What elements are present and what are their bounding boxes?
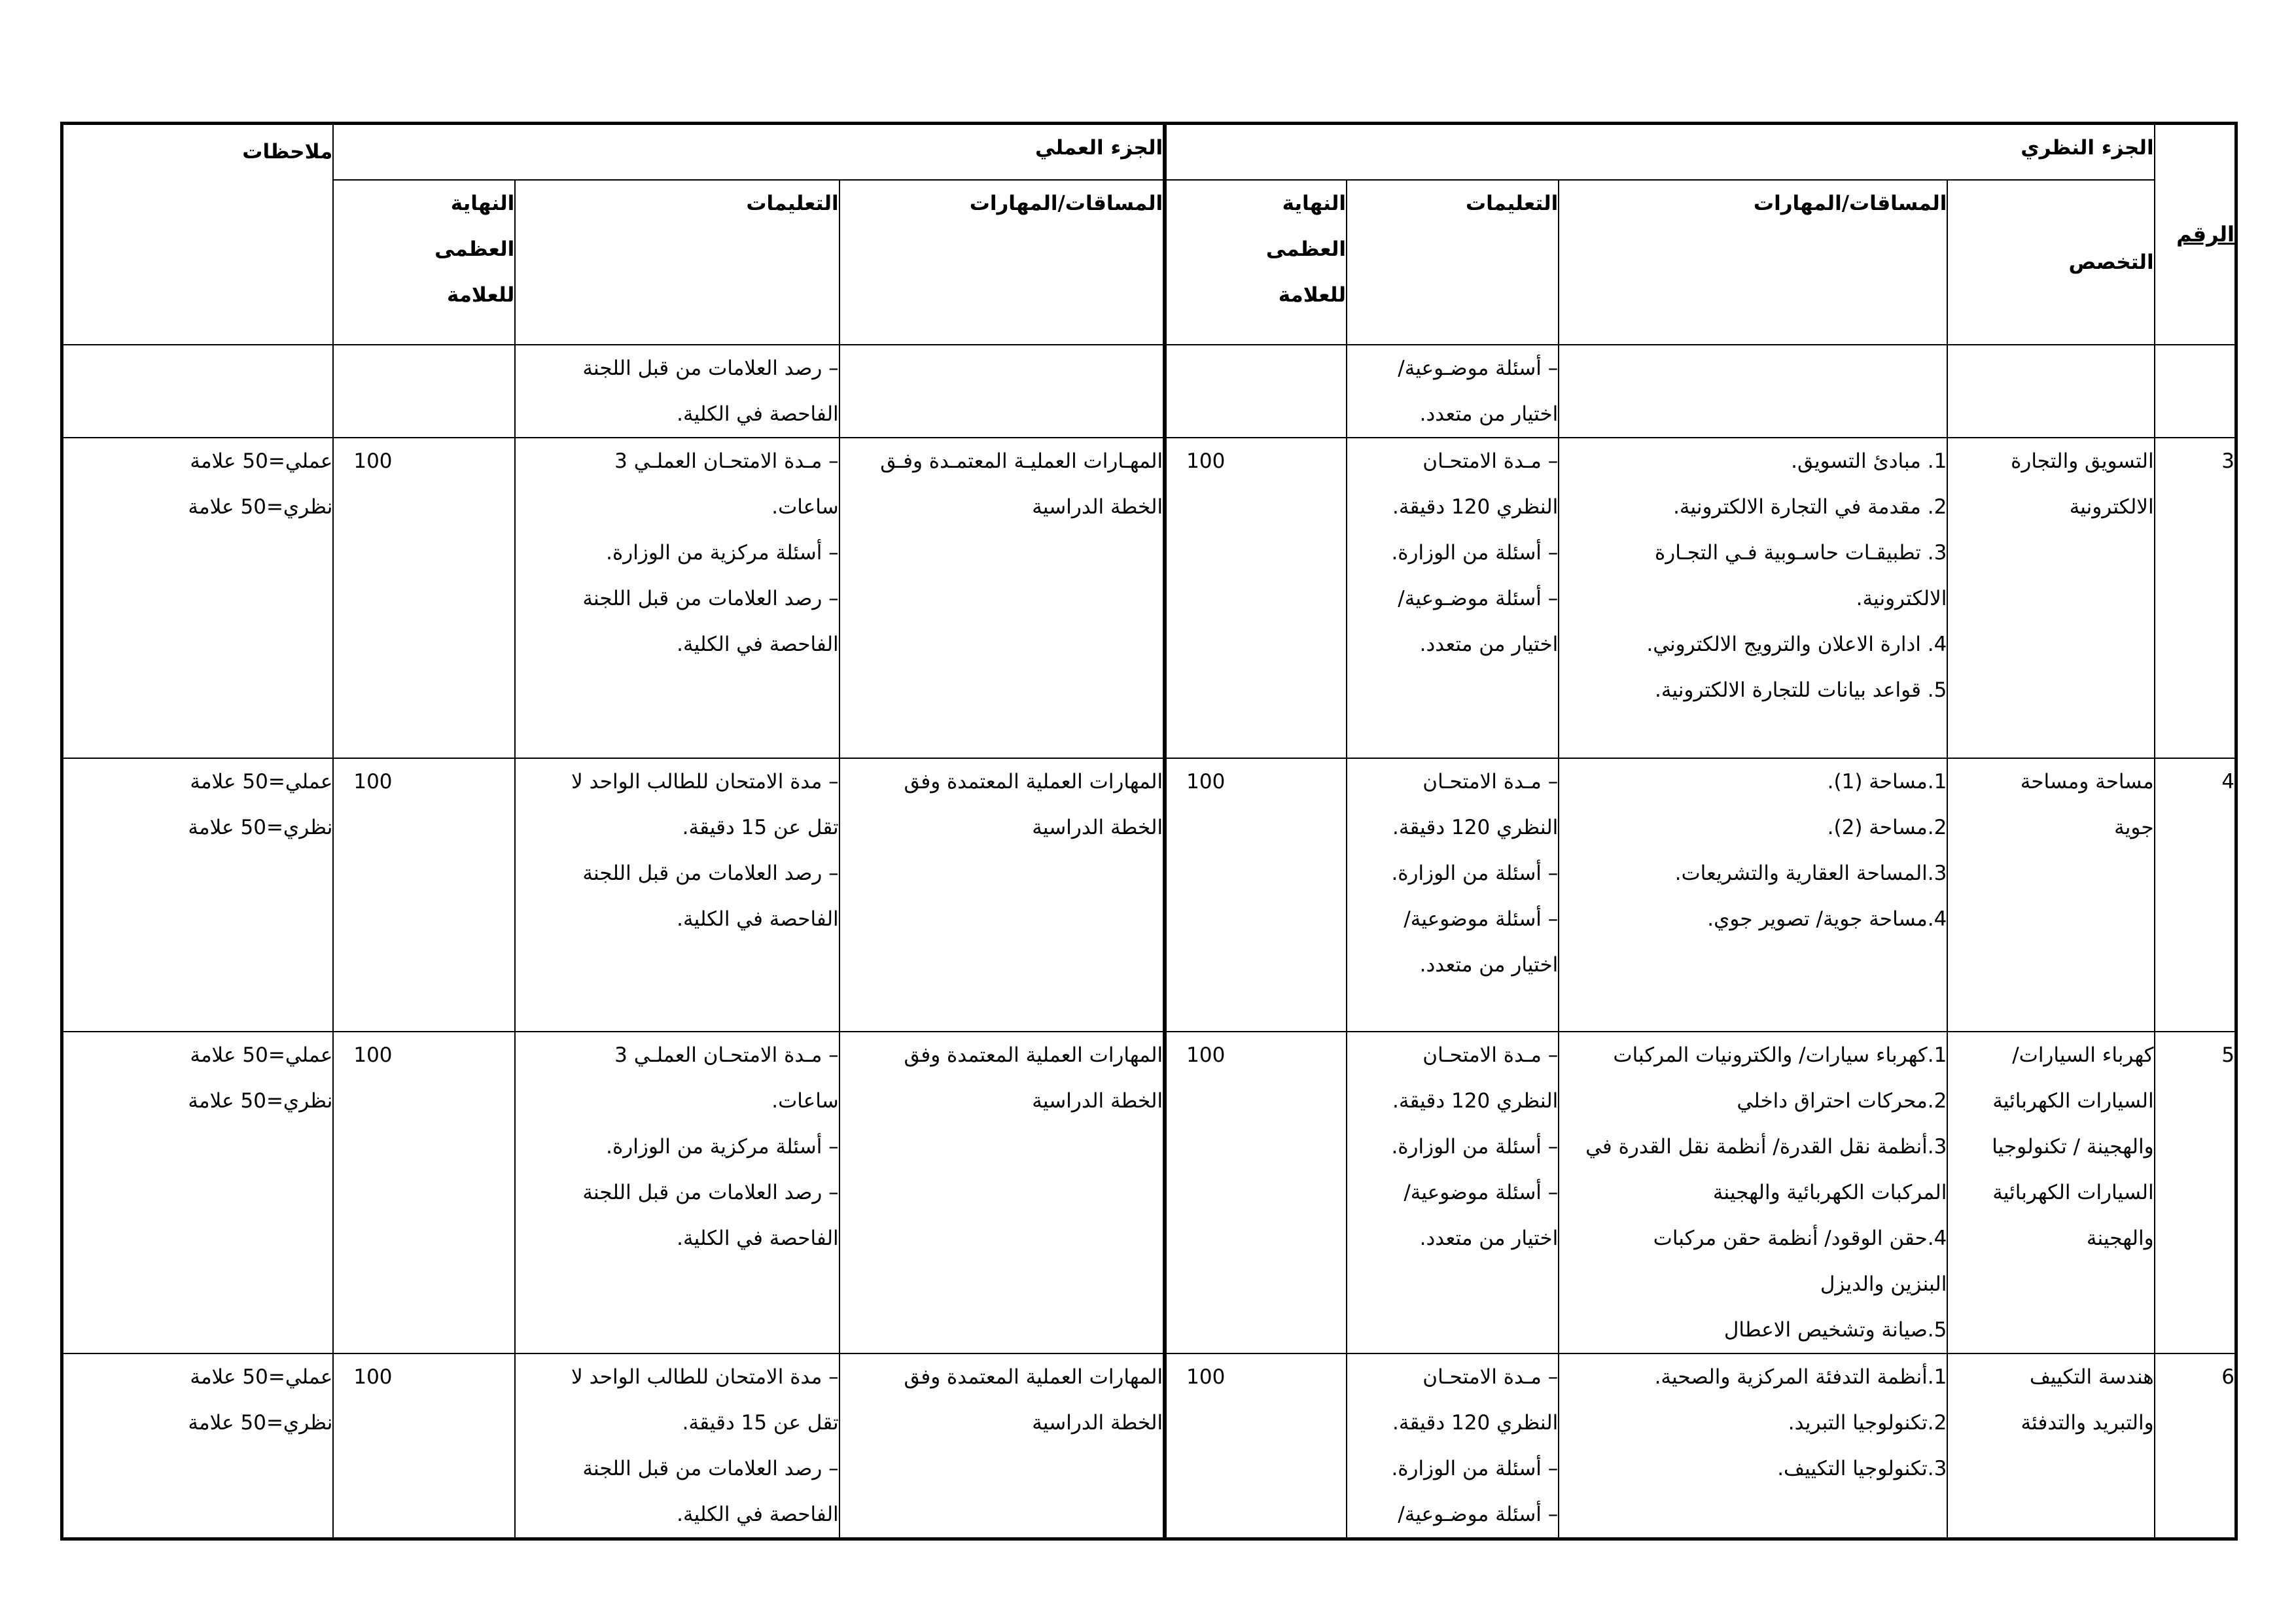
practical-skills [839,1032,1165,1353]
practical-skills-line: الخطة الدراسية [1032,815,1163,839]
specialization-cell-line: جوية [2114,815,2154,839]
practical-instructions-line: – رصد العلامات من قبل اللجنة [582,1456,839,1480]
table-row [62,345,2236,438]
theory-max-mark: 100 [1165,758,1347,1032]
theory-skills [1559,438,1947,758]
theory-skills-line: 2.مساحة (2). [1827,815,1947,839]
specialization-cell [1947,758,2154,1032]
max-mark-line-2: العظمى [1265,237,1347,261]
theory-max-mark: 100 [1165,438,1347,758]
theory-skills-line: 2. مقدمة في التجارة الالكترونية. [1673,495,1947,519]
row-number: 4 [2155,758,2236,1032]
exam-structure-table [60,122,2238,1541]
theory-instructions-line: – مـدة الامتحـان [1422,449,1559,473]
theory-instructions-line: النظري 120 دقيقة. [1392,495,1559,519]
theory-instructions-line: – مـدة الامتحـان [1422,1043,1559,1067]
theory-skills [1559,345,1947,438]
table-row [62,1032,2236,1353]
practical-instructions [515,345,839,438]
table-row [62,758,2236,1032]
theory-instructions-line: اختيار من متعدد. [1419,402,1559,426]
theory-instructions-line: – أسئلة موضوعية/ [1404,907,1559,931]
practical-instructions-line: – رصد العلامات من قبل اللجنة [582,586,839,610]
notes-cell [62,438,334,758]
theory-instructions [1347,345,1559,438]
practical-skills-line: الخطة الدراسية [1032,1410,1163,1435]
theory-skills-line: 4.مساحة جوية/ تصوير جوي. [1707,907,1947,931]
practical-instructions-line: – أسئلة مركزية من الوزارة. [606,540,839,565]
practical-instructions-line: الفاحصة في الكلية. [677,402,839,426]
theory-instructions-line: – أسئلة موضـوعية/ [1398,586,1559,610]
theory-skills-line: 3.تكنولوجيا التكييف. [1777,1456,1947,1480]
practical-instructions-line: – رصد العلامات من قبل اللجنة [582,861,839,885]
header-notes: ملاحظات [62,124,334,345]
practical-skills [839,345,1165,438]
practical-skills-line: الخطة الدراسية [1032,1089,1163,1113]
specialization-cell-line: السيارات الكهربائية [1992,1180,2154,1204]
practical-instructions-line: ساعات. [771,495,839,519]
theory-instructions-line: النظري 120 دقيقة. [1392,815,1559,839]
notes-cell [62,758,334,1032]
theory-skills-line: 1.مساحة (1). [1827,769,1947,794]
practical-instructions [515,758,839,1032]
theory-instructions-line: اختيار من متعدد. [1419,952,1559,977]
specialization-cell-line: السيارات الكهربائية [1992,1089,2154,1113]
header-number-label: الرقم [2176,222,2234,247]
theory-skills-line: 3.أنظمة نقل القدرة/ أنظمة نقل القدرة في [1585,1134,1947,1159]
max-mark-line-3: للعلامة [446,283,515,307]
theory-skills-line: 1. مبادئ التسويق. [1791,449,1947,473]
notes-cell [62,1032,334,1353]
theory-skills-line: 2.تكنولوجيا التبريد. [1788,1410,1947,1435]
theory-instructions [1347,758,1559,1032]
practical-instructions [515,1032,839,1353]
theory-max-mark [1165,345,1347,438]
header-practical-max [333,180,515,345]
theory-skills-line: 1.أنظمة التدفئة المركزية والصحية. [1654,1365,1947,1389]
practical-instructions-line: الفاحصة في الكلية. [677,632,839,656]
practical-instructions-line: الفاحصة في الكلية. [677,1226,839,1250]
practical-max-mark: 100 [333,1353,515,1539]
theory-instructions [1347,1032,1559,1353]
practical-max-mark [333,345,515,438]
max-mark-line-2: العظمى [434,237,515,261]
theory-skills [1559,1032,1947,1353]
theory-instructions-line: النظري 120 دقيقة. [1392,1089,1559,1113]
theory-instructions-line: – أسئلة من الوزارة. [1391,861,1559,885]
practical-skills [839,1353,1165,1539]
practical-max-mark: 100 [333,758,515,1032]
practical-instructions-line: – مـدة الامتحـان العملـي 3 [614,449,839,473]
practical-instructions-line: الفاحصة في الكلية. [677,907,839,931]
notes-cell [62,1353,334,1539]
theory-instructions-line: – مـدة الامتحـان [1422,769,1559,794]
theory-skills [1559,1353,1947,1539]
practical-instructions-line: – رصد العلامات من قبل اللجنة [582,356,839,380]
practical-skills-line: المهـارات العمليـة المعتمـدة وفـق [880,449,1163,473]
header-practical-instructions: التعليمات [515,180,839,345]
header-theory-max [1165,180,1347,345]
max-mark-line-1: النهاية [450,191,515,215]
practical-instructions [515,438,839,758]
practical-skills-line: المهارات العملية المعتمدة وفق [904,769,1163,794]
row-number: 5 [2155,1032,2236,1353]
header-specialization: التخصص [1947,180,2154,345]
max-mark-line-1: النهاية [1282,191,1347,215]
specialization-cell-line: هندسة التكييف [2029,1365,2154,1389]
notes-cell-line: نظري=50 علامة [188,495,333,519]
header-number [2155,124,2236,345]
theory-skills-line: 3. تطبيقـات حاسـوبية فـي التجـارة [1655,540,1947,565]
header-practical-skills: المساقات/المهارات [839,180,1165,345]
theory-skills-line: البنزين والديزل [1820,1272,1947,1296]
practical-max-mark: 100 [333,1032,515,1353]
notes-cell-line: نظري=50 علامة [188,1410,333,1435]
practical-instructions-line: – رصد العلامات من قبل اللجنة [582,1180,839,1204]
notes-cell-line: عملي=50 علامة [190,1365,333,1389]
theory-instructions-line: – مـدة الامتحـان [1422,1365,1559,1389]
theory-skills-line: 4. ادارة الاعلان والترويج الالكتروني. [1646,632,1947,656]
notes-cell [62,345,334,438]
header-theory-skills: المساقات/المهارات [1559,180,1947,345]
table-row [62,1353,2236,1539]
practical-skills-line: الخطة الدراسية [1032,495,1163,519]
table-row [62,438,2236,758]
practical-instructions-line: الفاحصة في الكلية. [677,1502,839,1526]
practical-instructions-line: تقل عن 15 دقيقة. [682,815,839,839]
theory-max-mark: 100 [1165,1032,1347,1353]
practical-skills-line: المهارات العملية المعتمدة وفق [904,1365,1163,1389]
practical-skills [839,758,1165,1032]
theory-max-mark: 100 [1165,1353,1347,1539]
theory-instructions-line: – أسئلة من الوزارة. [1391,1134,1559,1159]
theory-instructions-line: النظري 120 دقيقة. [1392,1410,1559,1435]
practical-max-mark: 100 [333,438,515,758]
theory-instructions-line: – أسئلة موضـوعية/ [1398,356,1559,380]
notes-cell-line: نظري=50 علامة [188,1089,333,1113]
theory-skills [1559,758,1947,1032]
max-mark-line-3: للعلامة [1278,283,1347,307]
theory-skills-line: 4.حقن الوقود/ أنظمة حقن مركبات [1653,1226,1947,1250]
practical-instructions-line: تقل عن 15 دقيقة. [682,1410,839,1435]
specialization-cell-line: مساحة ومساحة [2020,769,2154,794]
practical-instructions-line: – أسئلة مركزية من الوزارة. [606,1134,839,1159]
theory-instructions-line: – أسئلة موضـوعية/ [1398,1502,1559,1526]
theory-instructions [1347,438,1559,758]
practical-skills-line: المهارات العملية المعتمدة وفق [904,1043,1163,1067]
specialization-cell [1947,438,2154,758]
specialization-cell-line: التسويق والتجارة [2011,449,2154,473]
theory-skills-line: 5.صيانة وتشخيص الاعطال [1723,1318,1947,1342]
specialization-cell-line: والهجينة [2086,1226,2154,1250]
header-theory-instructions: التعليمات [1347,180,1559,345]
practical-instructions [515,1353,839,1539]
theory-instructions-line: اختيار من متعدد. [1419,632,1559,656]
notes-cell-line: عملي=50 علامة [190,1043,333,1067]
theory-instructions-line: – أسئلة من الوزارة. [1391,1456,1559,1480]
practical-instructions-line: – مـدة الامتحـان العملـي 3 [614,1043,839,1067]
theory-skills-line: المركبات الكهربائية والهجينة [1712,1180,1947,1204]
theory-skills-line: الالكترونية. [1856,586,1947,610]
row-number [2155,345,2236,438]
specialization-cell-line: والتبريد والتدفئة [2021,1410,2154,1435]
theory-instructions [1347,1353,1559,1539]
practical-instructions-line: ساعات. [771,1089,839,1113]
row-number: 6 [2155,1353,2236,1539]
specialization-cell-line: كهرباء السيارات/ [2012,1043,2154,1067]
specialization-cell-line: والهجينة / تكنولوجيا [1992,1134,2154,1159]
theory-skills-line: 2.محركات احتراق داخلي [1737,1089,1947,1113]
notes-cell-line: عملي=50 علامة [190,449,333,473]
practical-instructions-line: – مدة الامتحان للطالب الواحد لا [571,769,839,794]
specialization-cell [1947,345,2154,438]
theory-instructions-line: – أسئلة موضوعية/ [1404,1180,1559,1204]
practical-instructions-line: – مدة الامتحان للطالب الواحد لا [571,1365,839,1389]
notes-cell-line: عملي=50 علامة [190,769,333,794]
theory-instructions-line: – أسئلة من الوزارة. [1391,540,1559,565]
theory-skills-line: 3.المساحة العقارية والتشريعات. [1674,861,1947,885]
theory-skills-line: 1.كهرباء سيارات/ والكترونيات المركبات [1613,1043,1947,1067]
header-practical: الجزء العملي [333,124,1165,180]
header-theory: الجزء النظري [1165,124,2154,180]
practical-skills [839,438,1165,758]
specialization-cell [1947,1353,2154,1539]
specialization-cell-line: الالكترونية [2069,495,2154,519]
theory-instructions-line: اختيار من متعدد. [1419,1226,1559,1250]
theory-skills-line: 5. قواعد بيانات للتجارة الالكترونية. [1654,678,1947,702]
row-number: 3 [2155,438,2236,758]
specialization-cell [1947,1032,2154,1353]
notes-cell-line: نظري=50 علامة [188,815,333,839]
